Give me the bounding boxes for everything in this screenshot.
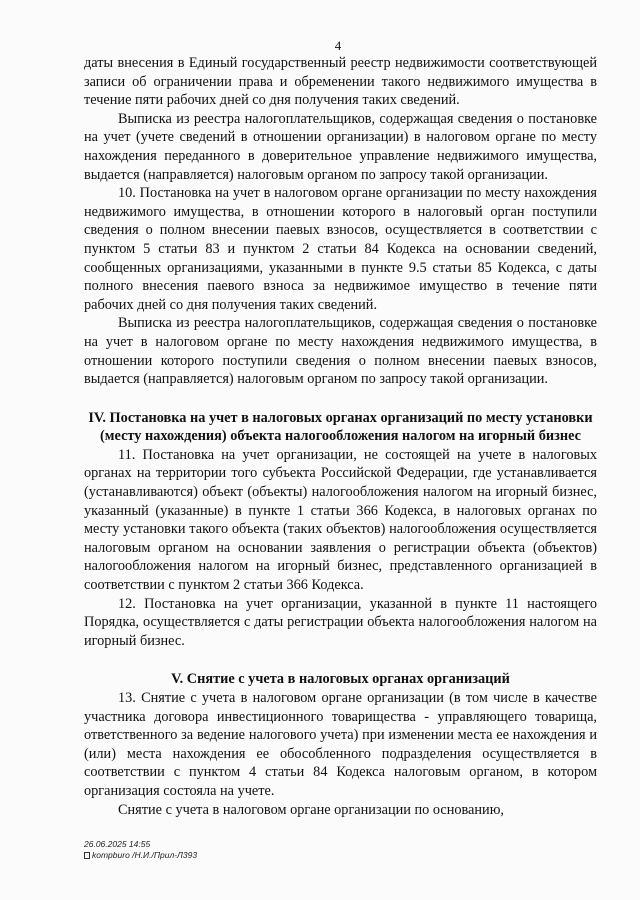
paragraph-deregistration: Снятие с учета в налоговом органе организации по основанию, <box>118 801 504 818</box>
document-footer <box>84 839 197 861</box>
file-icon <box>84 852 90 859</box>
paragraph-item-12: 12. Постановка на учет организации, указанной в пункте 11 настоящего Порядка, осуществляется с даты регистрации объекта налогообложения налогом на игорный бизнес. <box>84 595 597 649</box>
section-heading-5: V. Снятие с учета в налоговых органах организаций <box>171 671 510 688</box>
paragraph-continuation: даты внесения в Единый государственный реестр недвижимости соответствующей записи об ограничении права и обременении такого недвижимого имущества в течение пяти рабочих дней со дня получения таких сведений. <box>84 55 597 109</box>
footer-file-line <box>84 850 197 861</box>
spacer <box>84 389 597 409</box>
document-body <box>84 54 597 819</box>
spacer <box>84 650 597 670</box>
paragraph-item-10: 10. Постановка на учет в налоговом органе организации по месту нахождения недвижимого имущества, в отношении которого в налоговый орган поступили сведения о полном внесении паевых взносов, осуществляется в соответствии с пунктом 5 статьи 83 и пунктом 2 статьи 84 Кодекса на основании сведений, сообщенных организациями, указанными в пункте 9.5 статьи 85 Кодекса, с даты полного внесения паевого взноса за недвижимое имущество в течение пяти рабочих дней со дня получения таких сведений. <box>84 185 597 313</box>
footer-timestamp: 26.06.2025 14:55 <box>84 839 151 849</box>
paragraph-item-13: 13. Снятие с учета в налоговом органе организации (в том числе в качестве участника договора инвестиционного товарищества - управляющего товарища, ответственного за ведение налогового учета) при изменении места ее нахождения и (или) места нахождения ее обособленного подразделения осуществляется в соответствии с пунктом 4 статьи 84 Кодекса налоговым органом, в котором организация состояла на учете. <box>84 690 597 799</box>
paragraph-extract-trust: Выписка из реестра налогоплательщиков, содержащая сведения о постановке на учет (учете сведений в отношении организации) в налоговом органе по месту нахождения переданного в доверительное управление недвижимого имущества, выдается (направляется) налоговым органом по запросу такой организации. <box>84 110 597 183</box>
paragraph-item-11: 11. Постановка на учет организации, не состоящей на учете в налоговых органах на территории того субъекта Российской Федерации, где устанавливается (устанавливаются) объект (объекты) налогообложения налогом на игорный бизнес, указанный (указанные) в пункте 1 статьи 366 Кодекса, в налоговых органах по месту установки такого объекта (таких объектов) налогообложения осуществляется налоговым органом на основании заявления о регистрации объекта (объектов) налогообложения налогом на игорный бизнес, представленного организацией в соответствии с пунктом 2 статьи 366 Кодекса. <box>84 446 597 594</box>
paragraph-extract-shares: Выписка из реестра налогоплательщиков, содержащая сведения о постановке на учет в налоговом органе по месту нахождения недвижимого имущества, в отношении которого поступили сведения о полном внесении паевых взносов, выдается (направляется) налоговым органом по запросу такой организации. <box>84 315 597 388</box>
page-number: 4 <box>334 38 342 53</box>
footer-file-path: kompburo /Н.И./Прил-Л393 <box>92 850 198 860</box>
section-heading-4: IV. Постановка на учет в налоговых органах организаций по месту установки (месту нахождения) объекта налогообложения налогом на игорный бизнес <box>88 409 593 445</box>
